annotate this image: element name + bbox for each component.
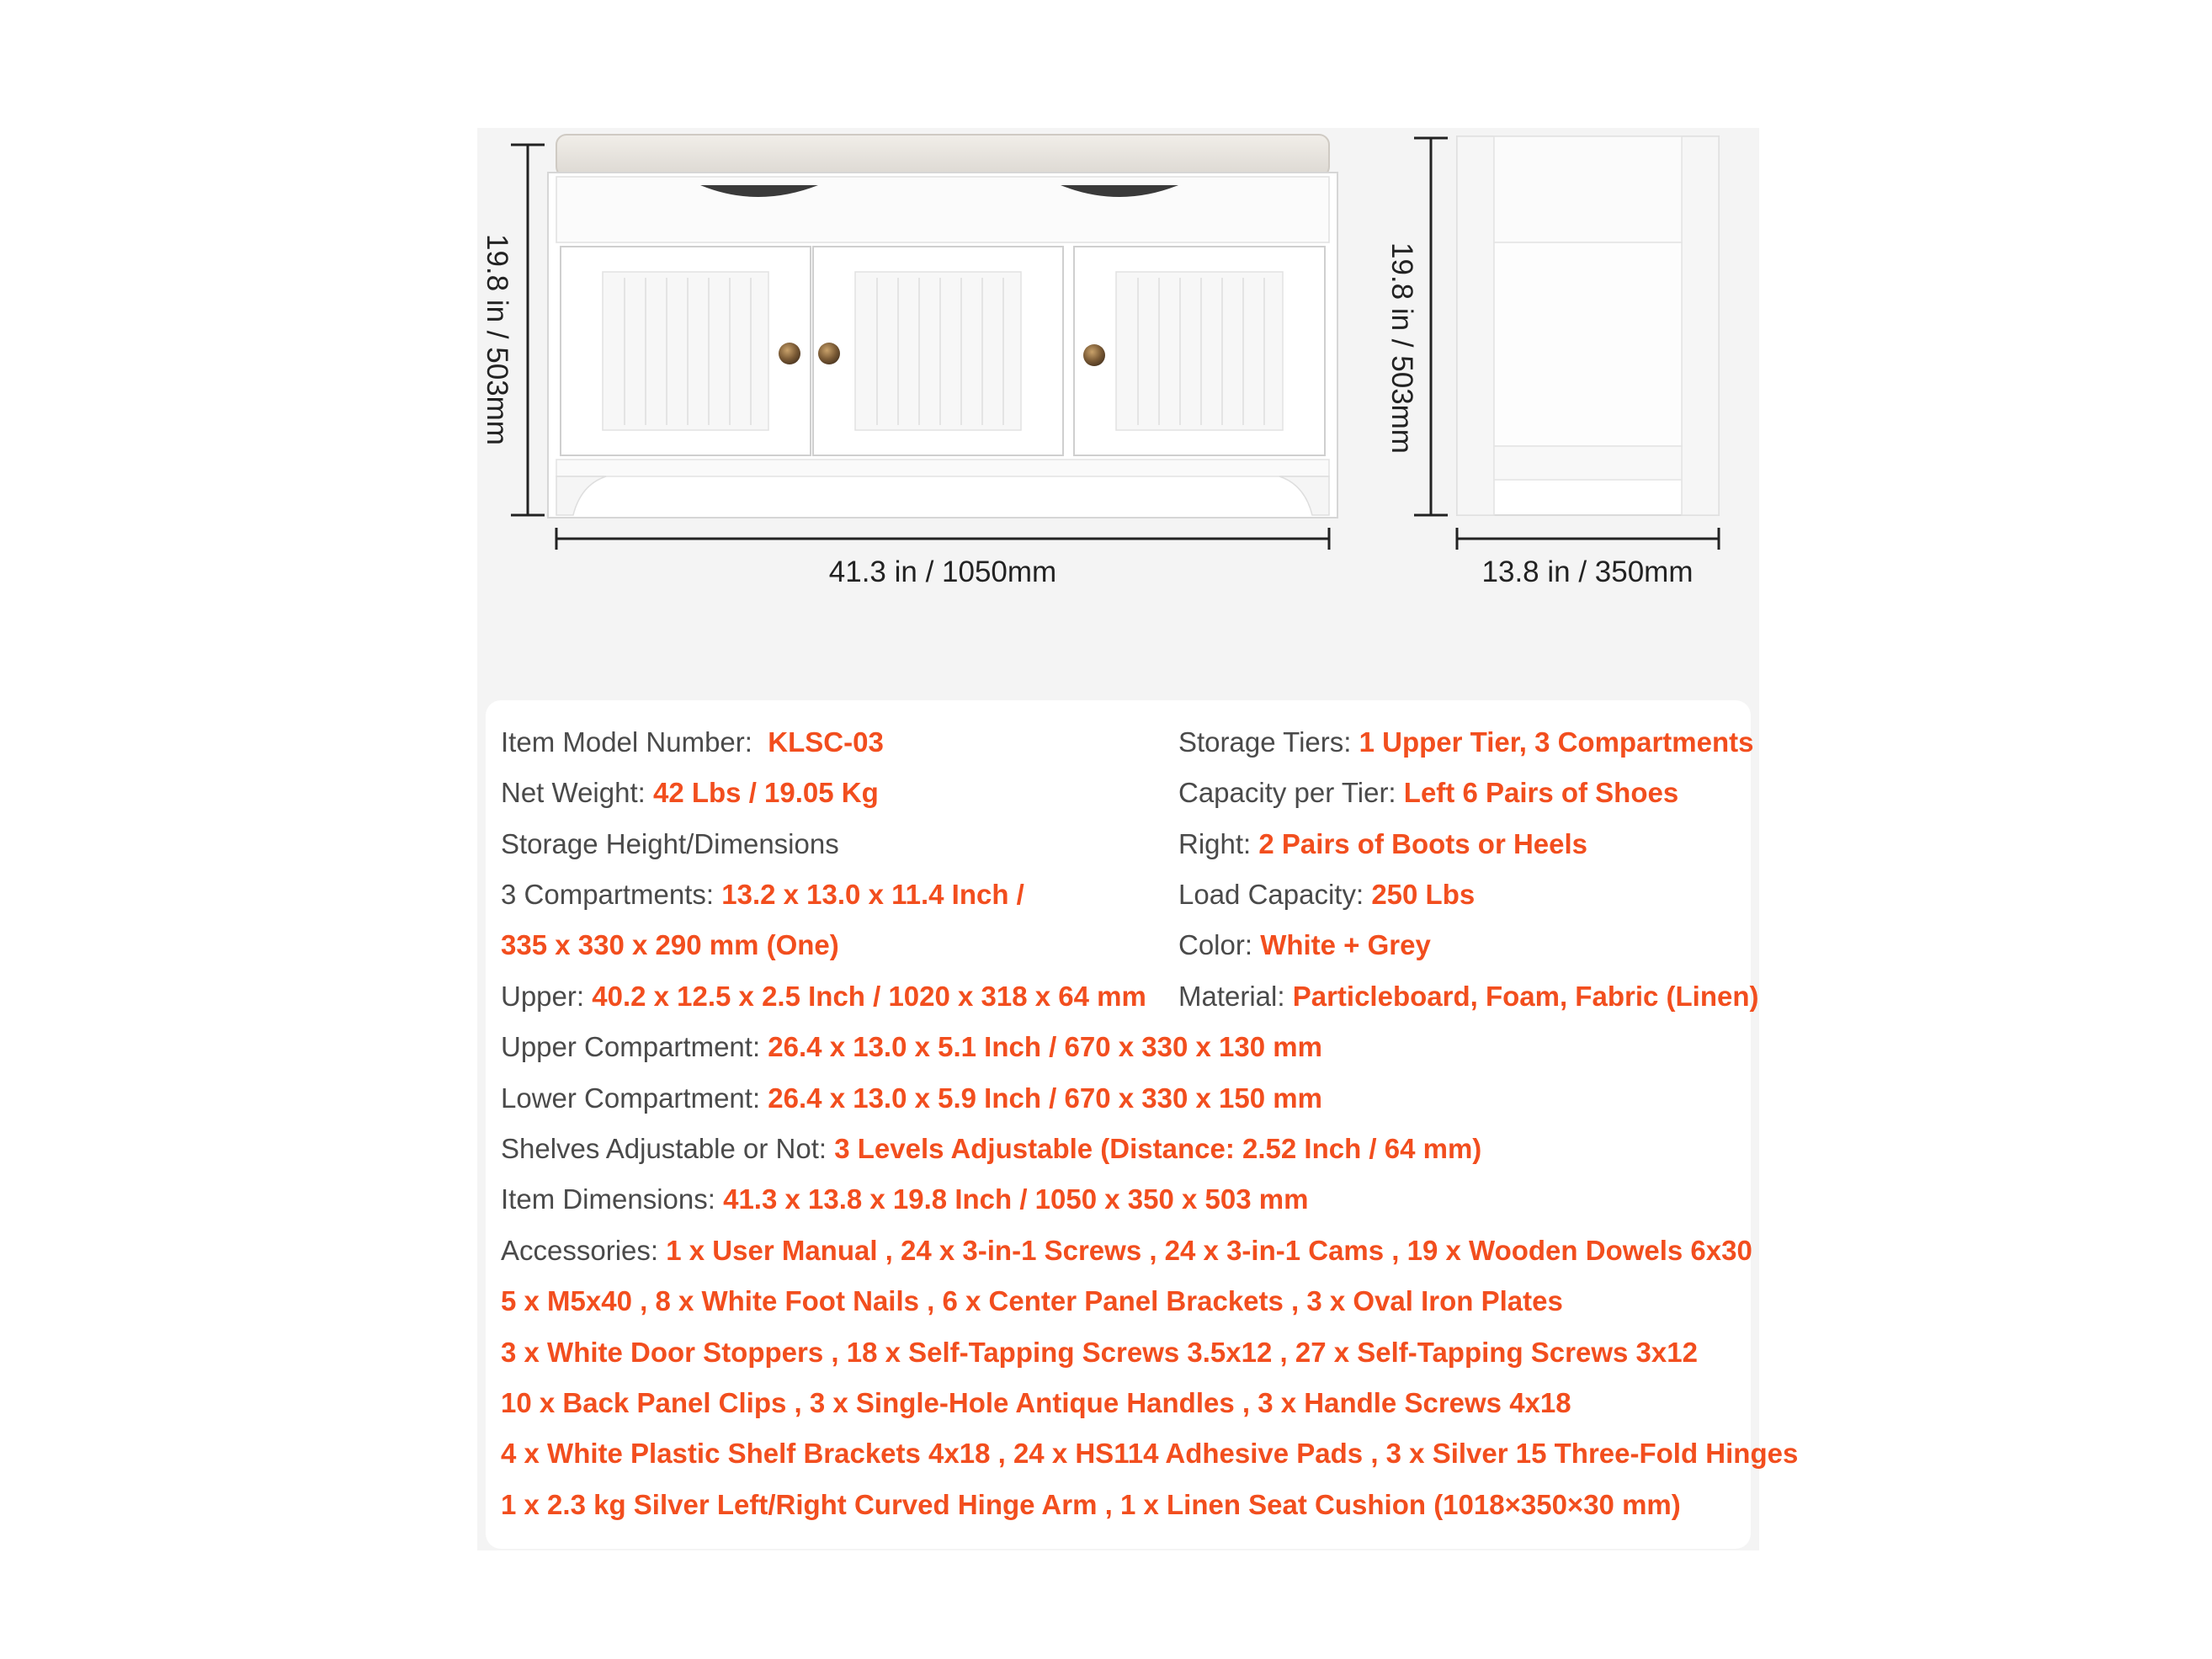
spec-accessories-5 bbox=[501, 1437, 1798, 1470]
side-height-label: 19.8 in / 503mm bbox=[1385, 242, 1418, 454]
spec-accessories-6 bbox=[501, 1488, 1681, 1522]
spec-shelves-label: Shelves Adjustable or Not: bbox=[501, 1133, 827, 1164]
spec-color bbox=[1178, 928, 1431, 962]
spec-accessories-4 bbox=[501, 1386, 1571, 1420]
spec-capacity-value: Left 6 Pairs of Shoes bbox=[1403, 777, 1679, 808]
spec-color-label: Color: bbox=[1178, 929, 1253, 960]
spec-storage-tiers-value: 1 Upper Tier, 3 Compartments bbox=[1359, 726, 1754, 758]
side-depth-label: 13.8 in / 350mm bbox=[1481, 556, 1694, 588]
spec-accessories-line-1: 1 x User Manual , 24 x 3-in-1 Screws , 24 x 3-in-1 Cams , 19 x Wooden Dowels 6x30 bbox=[666, 1235, 1752, 1266]
spec-color-value: White + Grey bbox=[1260, 929, 1431, 960]
spec-compartments-cont bbox=[501, 928, 839, 962]
spec-storage-tiers-label: Storage Tiers: bbox=[1178, 726, 1352, 758]
knob-right bbox=[1083, 344, 1105, 366]
spec-accessories-line-2: 5 x M5x40 , 8 x White Foot Nails , 6 x Center Panel Brackets , 3 x Oval Iron Plates bbox=[501, 1285, 1563, 1316]
spec-upper-compartment-label: Upper Compartment: bbox=[501, 1031, 761, 1062]
front-height-label: 19.8 in / 503mm bbox=[481, 234, 513, 445]
spec-lower-compartment-value: 26.4 x 13.0 x 5.9 Inch / 670 x 330 x 150 mm bbox=[768, 1082, 1322, 1114]
side-view bbox=[1414, 136, 1719, 550]
spec-weight bbox=[501, 776, 879, 810]
spec-upper-value: 40.2 x 12.5 x 2.5 Inch / 1020 x 318 x 64 mm bbox=[592, 981, 1146, 1012]
spec-accessories-line-6: 1 x 2.3 kg Silver Left/Right Curved Hinge Arm , 1 x Linen Seat Cushion (1018×350×30 mm) bbox=[501, 1489, 1681, 1520]
knob-middle bbox=[818, 343, 840, 364]
spec-shelves bbox=[501, 1132, 1481, 1166]
spec-model-label: Item Model Number: bbox=[501, 726, 752, 758]
spec-lower-compartment-label: Lower Compartment: bbox=[501, 1082, 761, 1114]
spec-material bbox=[1178, 980, 1758, 1013]
spec-right-label: Right: bbox=[1178, 828, 1252, 859]
spec-compartments bbox=[501, 878, 1024, 912]
spec-accessories-3 bbox=[501, 1336, 1698, 1369]
spec-item-dimensions-label: Item Dimensions: bbox=[501, 1183, 715, 1215]
spec-item-dimensions bbox=[501, 1183, 1308, 1216]
spec-accessories bbox=[501, 1234, 1752, 1268]
spec-upper bbox=[501, 980, 1146, 1013]
spec-right-value: 2 Pairs of Boots or Heels bbox=[1258, 828, 1588, 859]
spec-right bbox=[1178, 827, 1587, 861]
spec-upper-label: Upper: bbox=[501, 981, 585, 1012]
spec-upper-compartment-value: 26.4 x 13.0 x 5.1 Inch / 670 x 330 x 130 mm bbox=[768, 1031, 1322, 1062]
knob-left bbox=[779, 343, 800, 364]
spec-compartments-label: 3 Compartments: bbox=[501, 879, 715, 910]
door-left bbox=[561, 247, 811, 455]
seat-cushion bbox=[556, 135, 1329, 177]
front-view bbox=[511, 135, 1337, 550]
spec-material-label: Material: bbox=[1178, 981, 1285, 1012]
spec-storage-tiers bbox=[1178, 726, 1753, 759]
door-middle bbox=[813, 247, 1063, 455]
spec-capacity-label: Capacity per Tier: bbox=[1178, 777, 1396, 808]
spec-accessories-label: Accessories: bbox=[501, 1235, 659, 1266]
spec-load bbox=[1178, 878, 1475, 912]
spec-weight-value: 42 Lbs / 19.05 Kg bbox=[652, 777, 879, 808]
spec-shelves-value: 3 Levels Adjustable (Distance: 2.52 Inch / 64 mm) bbox=[834, 1133, 1482, 1164]
spec-load-label: Load Capacity: bbox=[1178, 879, 1364, 910]
door-right bbox=[1074, 247, 1325, 455]
spec-storage-height bbox=[501, 827, 839, 861]
spec-material-value: Particleboard, Foam, Fabric (Linen) bbox=[1292, 981, 1759, 1012]
spec-lower-compartment bbox=[501, 1082, 1322, 1115]
spec-item-dimensions-value: 41.3 x 13.8 x 19.8 Inch / 1050 x 350 x 503 mm bbox=[723, 1183, 1309, 1215]
spec-accessories-2 bbox=[501, 1284, 1563, 1318]
spec-upper-compartment bbox=[501, 1030, 1322, 1064]
spec-accessories-line-3: 3 x White Door Stoppers , 18 x Self-Tapping Screws 3.5x12 , 27 x Self-Tapping Screws 3x12 bbox=[501, 1337, 1698, 1368]
spec-load-value: 250 Lbs bbox=[1371, 879, 1476, 910]
spec-storage-height-label: Storage Height/Dimensions bbox=[501, 828, 839, 859]
spec-capacity bbox=[1178, 776, 1678, 810]
spec-compartments-value: 13.2 x 13.0 x 11.4 Inch / bbox=[721, 879, 1024, 910]
spec-accessories-line-5: 4 x White Plastic Shelf Brackets 4x18 , 24 x HS114 Adhesive Pads , 3 x Silver 15 Three-Fold Hinges bbox=[501, 1438, 1799, 1469]
front-width-label: 41.3 in / 1050mm bbox=[828, 556, 1057, 588]
spec-weight-label: Net Weight: bbox=[501, 777, 646, 808]
spec-model bbox=[501, 726, 884, 759]
spec-compartments-value-2: 335 x 330 x 290 mm (One) bbox=[501, 929, 839, 960]
spec-model-value: KLSC-03 bbox=[768, 726, 884, 758]
spec-accessories-line-4: 10 x Back Panel Clips , 3 x Single-Hole Antique Handles , 3 x Handle Screws 4x18 bbox=[501, 1387, 1571, 1418]
